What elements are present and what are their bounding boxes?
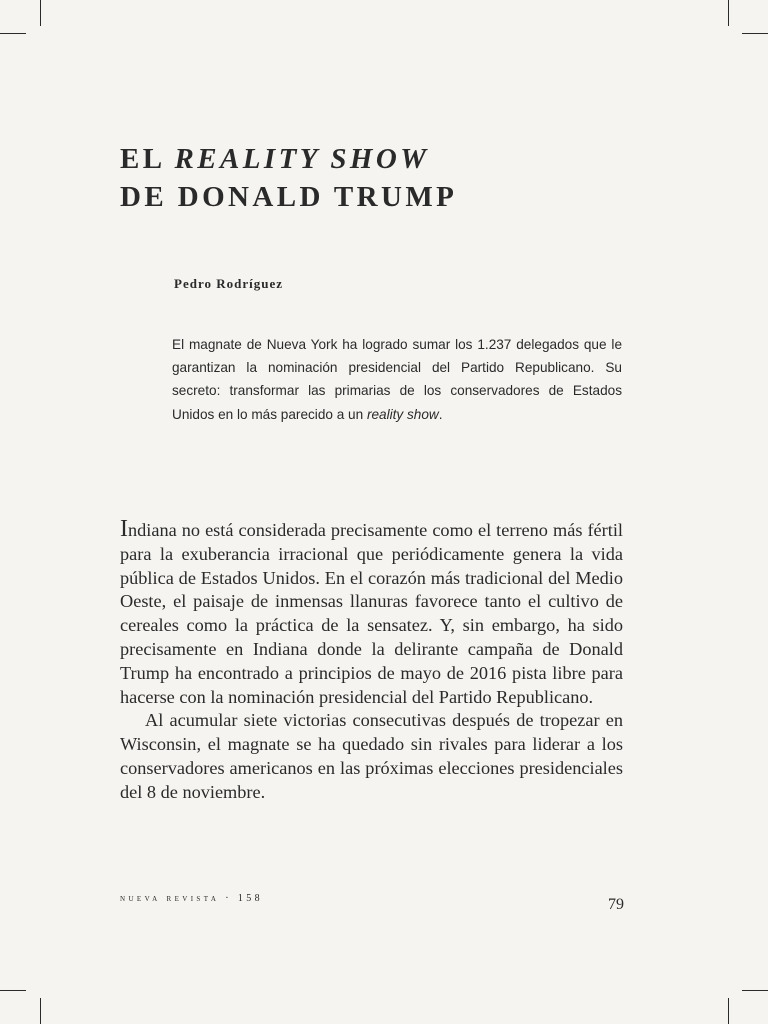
title-prefix: EL bbox=[120, 143, 175, 175]
crop-mark-top-right bbox=[728, 0, 729, 26]
abstract bbox=[172, 333, 622, 426]
article-title bbox=[120, 140, 457, 216]
body-paragraph-2: Al acumular siete victorias consecutivas después de tropezar en Wisconsin, el magnate se ha quedado sin rivales para liderar a los conservadores americanos en las próximas elecciones presidenciales del 8 de noviembre. bbox=[120, 710, 623, 802]
crop-mark-top-left bbox=[40, 0, 41, 26]
journal-footer: nueva revista · 158 bbox=[120, 893, 264, 904]
crop-mark-bottom-right bbox=[728, 998, 729, 1024]
crop-mark-top-right-h bbox=[742, 33, 768, 34]
crop-mark-top-left-h bbox=[0, 33, 26, 34]
crop-mark-bottom-left-h bbox=[0, 990, 26, 991]
article-body bbox=[120, 518, 623, 805]
abstract-main: El magnate de Nueva York ha logrado sumar los 1.237 delegados que le garantizan la nominación presidencial del Partido Republicano. Su secreto: transformar las primarias de los conservadores de Estados Unidos en lo más parecido a un bbox=[172, 337, 622, 422]
title-line-2: DE DONALD TRUMP bbox=[120, 181, 458, 213]
page-number: 79 bbox=[608, 896, 624, 913]
author-name: Pedro Rodríguez bbox=[174, 276, 283, 291]
body-paragraph-1 bbox=[120, 518, 623, 709]
crop-mark-bottom-right-h bbox=[742, 990, 768, 991]
title-italic: REALITY SHOW bbox=[174, 143, 430, 175]
drop-cap: I bbox=[120, 516, 128, 542]
title-line-1 bbox=[120, 140, 457, 178]
abstract-end: . bbox=[438, 406, 443, 422]
crop-mark-bottom-left bbox=[40, 998, 41, 1024]
abstract-italic: reality show bbox=[366, 406, 439, 422]
body-paragraph-1-text: ndiana no está considerada precisamente como el terreno más fértil para la exuberancia irracional que periódicamente genera la vida pública de Estados Unidos. En el corazón más tradicional del Medio Oeste, el paisaje de inmensas llanuras favorece tanto el cultivo de cereales como la práctica de la sensatez. Y, sin embargo, ha sido precisamente en Indiana donde la delirante campaña de Donald Trump ha encontrado a principios de mayo de 2016 pista libre para hacerse con la nominación presidencial del Partido Republicano. bbox=[120, 520, 623, 707]
